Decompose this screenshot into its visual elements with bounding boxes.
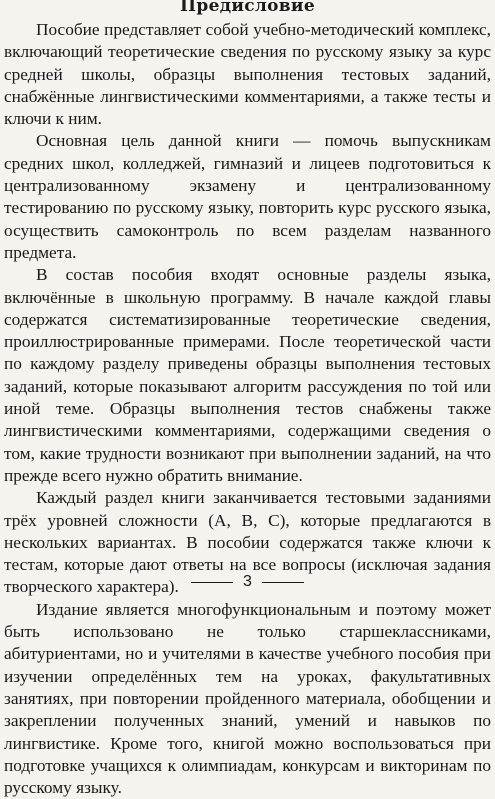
page-footer bbox=[0, 572, 495, 592]
paragraph-2: Основная цель данной книги — помочь выпускникам средних школ, колледжей, гимназий и лицеев подготовиться к централизованному экзамену и централизованному тестированию по русскому языку, повторить курс русского языка, осуществить самоконтроль по всем разделам названного предмета. bbox=[4, 131, 491, 262]
footer-rule-right bbox=[262, 582, 304, 583]
page-title: Предисловие bbox=[180, 0, 315, 16]
paragraph-1: Пособие представляет собой учебно-методический комплекс, включающий теоретические сведения по русскому языку за курс средней школы, образцы выполнения тестовых заданий, снабжённые лингвистическими комментариями, а также тесты и ключи к ним. bbox=[4, 20, 491, 129]
footer-rule-left bbox=[191, 582, 233, 583]
page-number: 3 bbox=[243, 573, 252, 590]
paragraph-3: В состав пособия входят основные разделы языка, включённые в школьную программу. В начале каждой главы содержатся систематизированные теоретические сведения, проиллюстрированные примерами. После теоретической части по каждому разделу приведены образцы выполнения тестовых заданий, которые показывают алгоритм рассуждения по той или иной теме. Образцы выполнения тестов снабжены также лингвистическими комментариями, содержащими сведения о том, какие трудности возникают при выполнении заданий, на что прежде всего нужно обратить внимание. bbox=[4, 265, 491, 485]
paragraph-5: Издание является многофункциональным и поэтому может быть использовано не только старшеклассниками, абитуриентами, но и учителями в качестве учебного пособия при изучении определённых тем на уроках, факультативных занятиях, при повторении пройденного материала, обобщении и закреплении полученных знаний, умений и навыков по лингвистике. Кроме того, книгой можно воспользоваться при подготовке учащихся к олимпиадам, конкурсам и викторинам по русскому языку. bbox=[4, 599, 491, 798]
book-page bbox=[4, 0, 491, 799]
paragraph-4: Каждый раздел книги заканчивается тестовыми заданиями трёх уровней сложности (А, В, С), которые предлагаются в нескольких вариантах. В пособии содержатся также ключи к тестам, которые дают ответы на все вопросы (исключая задания творческого характера). bbox=[4, 488, 491, 597]
